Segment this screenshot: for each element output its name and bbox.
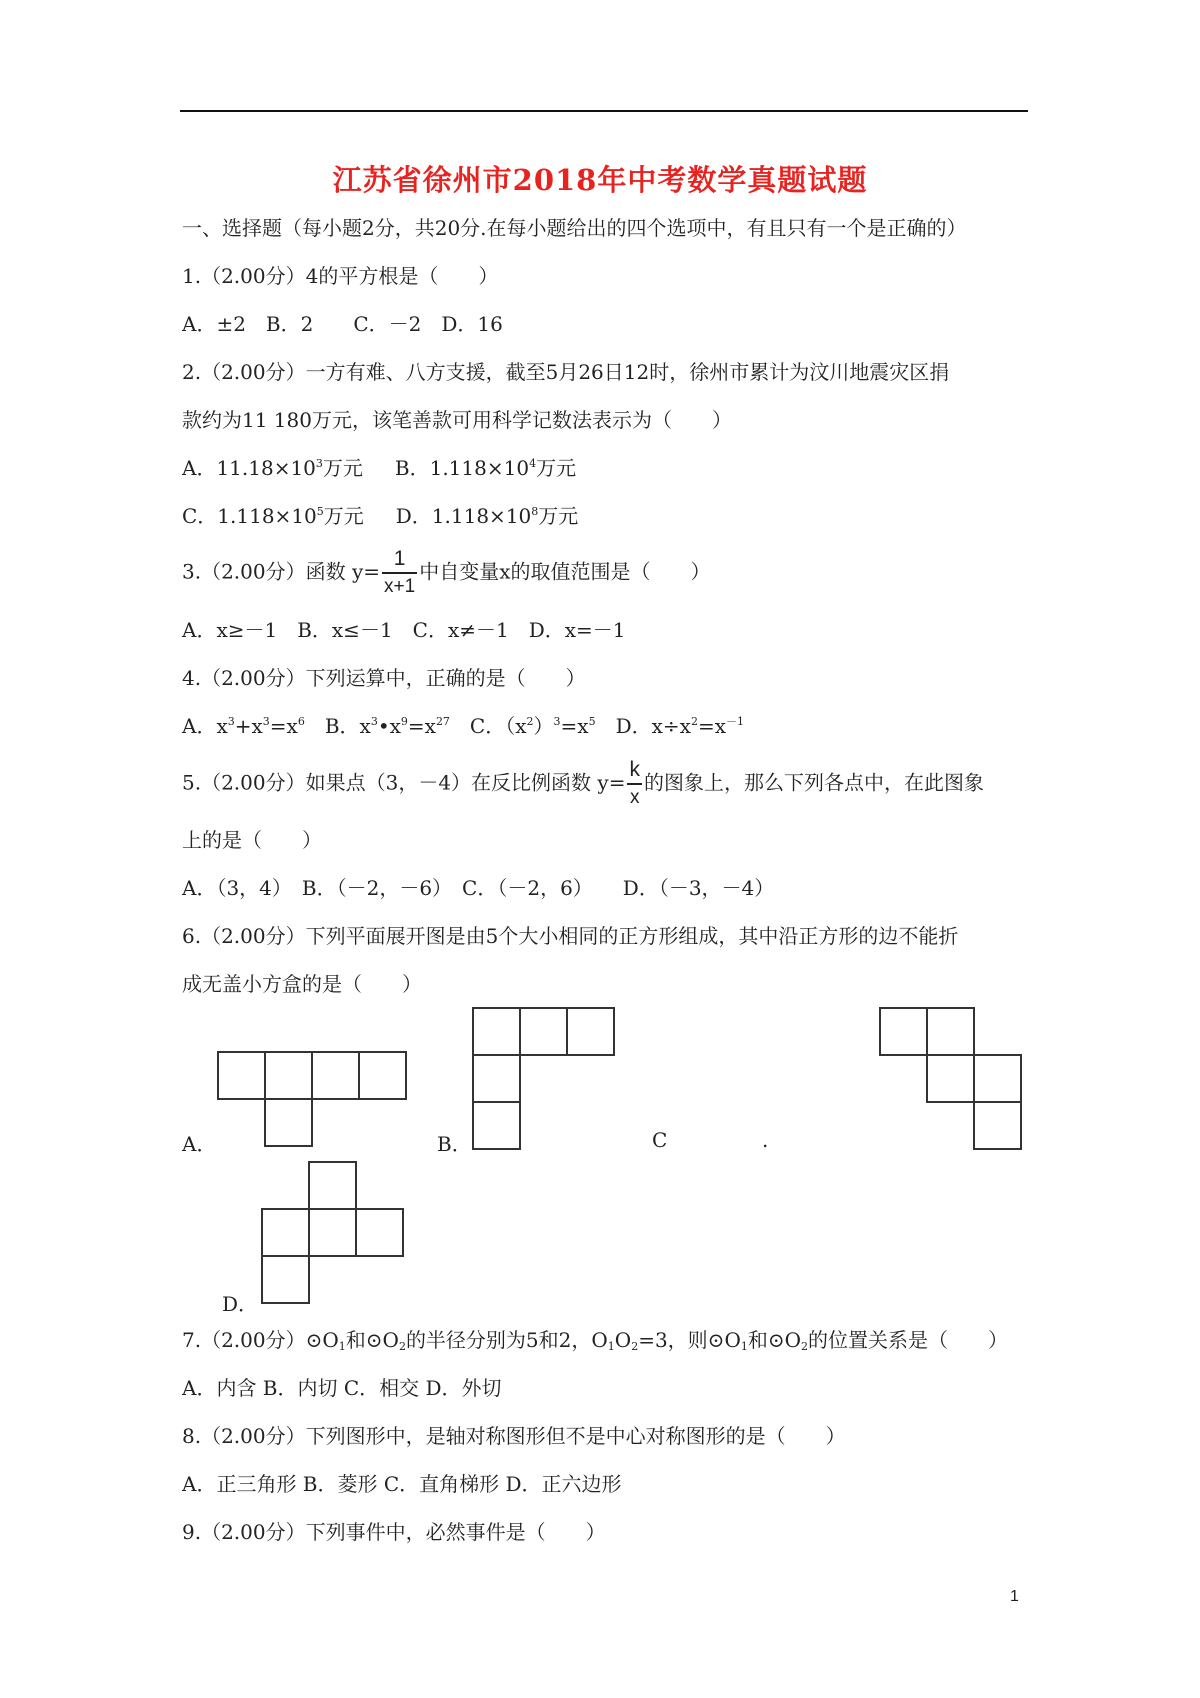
question-3-options: A．x≥－1 B．x≤－1 C．x≠－1 D．x=－1 [182,618,626,642]
question-6-line2: 成无盖小方盒的是（ ） [182,972,422,996]
question-2-options-cd: C．$1.118\times 10^5$万元 D．$1.118\times 10^8$万元 [182,504,579,528]
question-8-options: A．正三角形 B．菱形 C．直角梯形 D．正六边形 [182,1472,622,1496]
question-4: 4.（2.00分）下列运算中，正确的是（ ） [182,666,586,690]
option-d-label: D． [222,1292,259,1316]
question-2-options-ab: A．$11.18\times 10^3$万元 B．$1.118\times 10^4$万元 [182,456,577,480]
option-c-label: C [652,1128,668,1152]
header-rule [180,110,1028,112]
net-figure-b [471,1006,617,1152]
question-8: 8.（2.00分）下列图形中，是轴对称图形但不是中心对称图形的是（ ） [182,1424,846,1448]
option-c-dot: . [762,1128,769,1152]
section-heading: 一、选择题（每小题2分，共20分.在每小题给出的四个选项中，有且只有一个是正确的） [182,216,967,240]
page-title: 江苏省徐州市2018年中考数学真题试题 [332,163,868,197]
question-9: 9.（2.00分）下列事件中，必然事件是（ ） [182,1520,606,1544]
net-figure-c [878,1006,1024,1152]
question-2-line2: 款约为11 180万元，该笔善款可用科学记数法表示为（ ） [182,408,732,432]
question-7: 7.（2.00分）$⊙O_1$和$⊙O_2$的半径分别为5和2，$O_1O_2=3$，则$⊙O_1$和$⊙O_2$的位置关系是（ ） [182,1328,1008,1353]
question-2-line1: 2.（2.00分）一方有难、八方支援，截至5月26日12时，徐州市累计为汶川地震灾区捐 [182,360,950,384]
question-5-options: A．（3，4） B．（－2，－6） C．（－2，6） D．（－3，－4） [182,876,775,900]
question-5-line2: 上的是（ ） [182,828,322,852]
question-4-options: A．$x^3+x^3=x^6$ B．$x^3•x^9=x^{27}$ C．$(x^2)^3=x^5$ D．$x\div x^2=x^{-1}$ [182,714,744,738]
net-figure-a [216,1050,412,1150]
question-5: 5.（2.00分）如果点（3，－4）在反比例函数 y= $\frac{k}{x}$ 的图象上，那么下列各点中，在此图象 [182,757,984,811]
question-1: 1.（2.00分）4的平方根是（ ） [182,264,499,288]
page-number: 1 [1010,1588,1019,1605]
question-1-options: A．±2 B．2 C．－2 D．16 [182,312,503,336]
option-a-label: A． [182,1132,217,1156]
fraction: $\frac{1}{x+1}$ [384,547,416,597]
question-7-options: A．内含 B．内切 C．相交 D．外切 [182,1376,502,1400]
question-6-line1: 6.（2.00分）下列平面展开图是由5个大小相同的正方形组成，其中沿正方形的边不能折 [182,924,959,948]
option-b-label: B． [437,1132,472,1156]
net-figure-d [258,1160,408,1310]
question-3: 3.（2.00分）函数 y= $\frac{1}{x+1}$ 中自变量x的取值范围是（ ） [182,546,710,600]
fraction: $\frac{k}{x}$ [629,758,640,808]
